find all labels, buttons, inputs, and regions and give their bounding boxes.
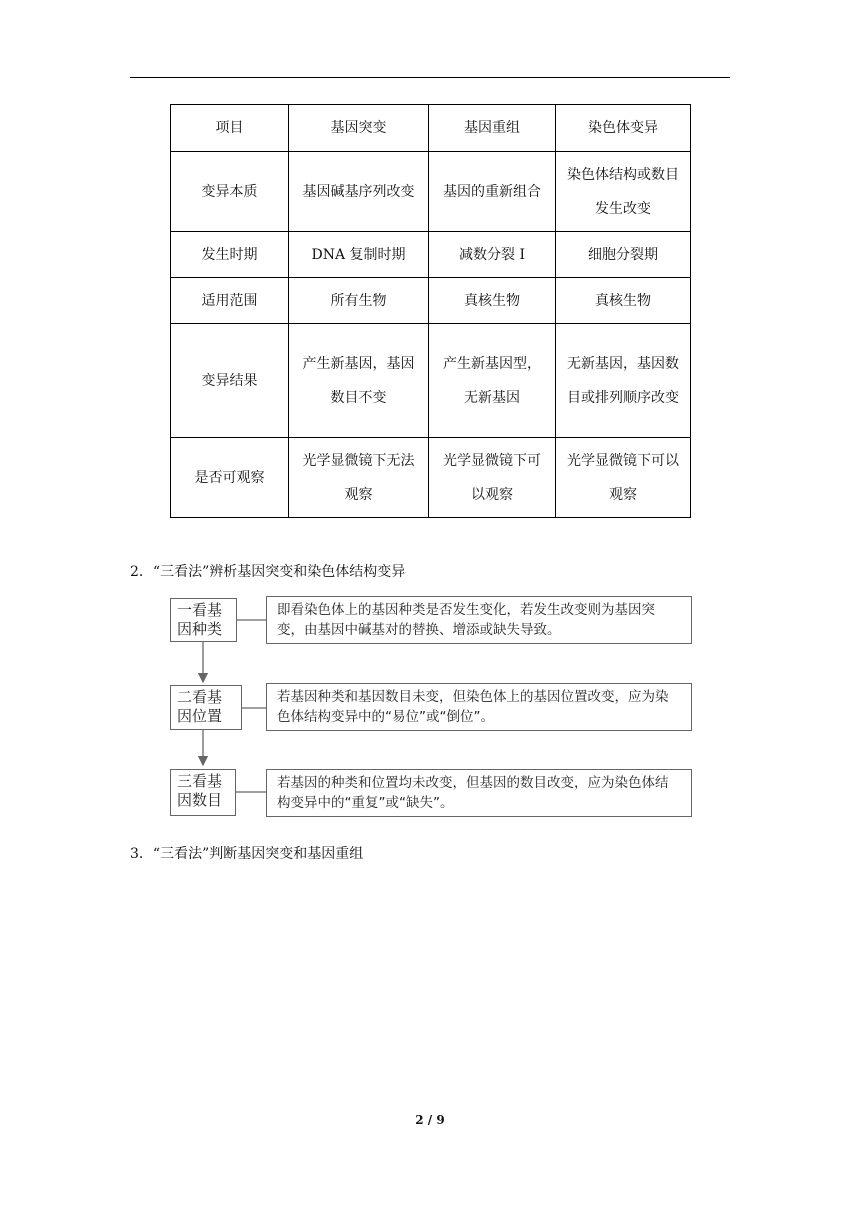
table-cell: 所有生物 [289, 278, 429, 324]
table-cell: DNA 复制时期 [289, 232, 429, 278]
table-cell: 光学显微镜下无法观察 [289, 438, 429, 518]
section-2-heading: 2．“三看法”辨析基因突变和染色体结构变异 [130, 564, 406, 580]
page-number: 2 / 9 [415, 1113, 445, 1127]
flow-step-text: 若基因的种类和位置均未改变，但基因的数目改变，应为染色体结构变异中的“重复”或“缺失”。 [266, 769, 692, 817]
table-cell: 变异结果 [171, 324, 289, 438]
table-cell: 变异本质 [171, 152, 289, 232]
table-cell: 染色体结构或数目发生改变 [556, 152, 691, 232]
table-cell: 是否可观察 [171, 438, 289, 518]
table-cell: 产生新基因，基因数目不变 [289, 324, 429, 438]
flow-step-text: 若基因种类和基因数目未变，但染色体上的基因位置改变，应为染色体结构变异中的“易位”或“倒位”。 [266, 683, 692, 731]
table-header-cell: 染色体变异 [556, 105, 691, 152]
flow-step-label: 二看基因位置 [170, 685, 242, 730]
table-cell: 真核生物 [556, 278, 691, 324]
table-cell: 无新基因，基因数目或排列顺序改变 [556, 324, 691, 438]
table-cell: 适用范围 [171, 278, 289, 324]
flow-step-label: 一看基因种类 [170, 598, 237, 642]
section-3-heading: 3．“三看法”判断基因突变和基因重组 [130, 846, 364, 862]
table-cell: 基因的重新组合 [429, 152, 556, 232]
table-cell: 基因碱基序列改变 [289, 152, 429, 232]
table-cell: 发生时期 [171, 232, 289, 278]
table-header-cell: 基因突变 [289, 105, 429, 152]
table-cell: 光学显微镜下可以观察 [429, 438, 556, 518]
flow-step-label: 三看基因数目 [170, 769, 236, 816]
table-cell: 真核生物 [429, 278, 556, 324]
table-cell: 光学显微镜下可以观察 [556, 438, 691, 518]
table-cell: 产生新基因型，无新基因 [429, 324, 556, 438]
table-header-cell: 项目 [171, 105, 289, 152]
table-cell: 细胞分裂期 [556, 232, 691, 278]
table-header-cell: 基因重组 [429, 105, 556, 152]
table-cell: 减数分裂 I [429, 232, 556, 278]
flow-step-text: 即看染色体上的基因种类是否发生变化，若发生改变则为基因突变，由基因中碱基对的替换、增添或缺失导致。 [266, 596, 692, 644]
